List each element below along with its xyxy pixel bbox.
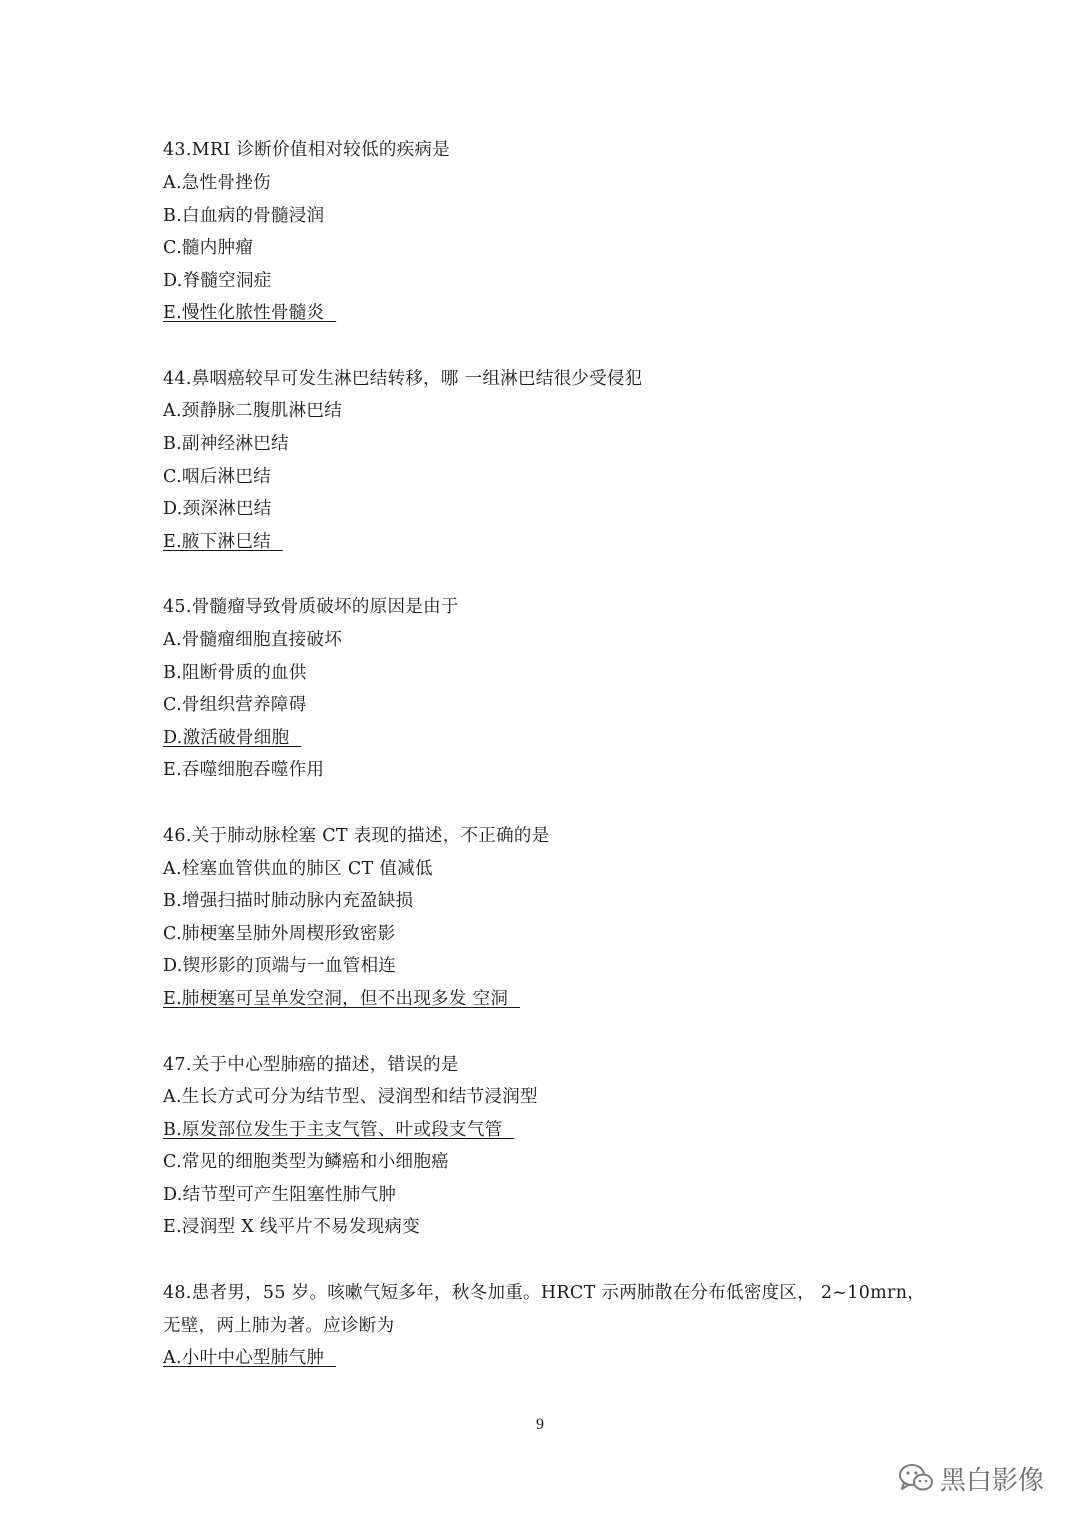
answer-option: E.腋下淋巳结 (163, 532, 271, 552)
answer-option: B.原发部位发生于主支气管、叶或段支气管 (163, 1120, 503, 1140)
wechat-icon (898, 1463, 934, 1493)
question-stem: 43.MRI 诊断价值相对较低的疾病是 (163, 140, 451, 160)
question-stem: 46.关于肺动脉栓塞 CT 表现的描述，不正确的是 (163, 826, 550, 846)
answer-option: D.激活破骨细胞 (163, 728, 290, 748)
question-stem: 44.鼻咽癌较早可发生淋巴结转移，哪 一组淋巴结很少受侵犯 (163, 369, 643, 389)
question-option: C.髓内肿瘤 (163, 238, 254, 258)
question-option: E.吞噬细胞吞噬作用 (163, 760, 325, 780)
question-option: A.栓塞血管供血的肺区 CT 值减低 (163, 859, 433, 879)
answer-option: E.慢性化脓性骨髓炎 (163, 303, 325, 323)
question-option: C.常见的细胞类型为鳞癌和小细胞癌 (163, 1152, 449, 1172)
question-option: D.结节型可产生阻塞性肺气肿 (163, 1185, 397, 1205)
question-option: D.脊髓空洞症 (163, 271, 272, 291)
question-option: B.白血病的骨髓浸润 (163, 206, 325, 226)
question-stem: 45.骨髓瘤导致骨质破坏的原因是由于 (163, 597, 459, 617)
question-option: B.增强扫描时肺动脉内充盈缺损 (163, 891, 414, 911)
question-stem: 48.患者男，55 岁。咳嗽气短多年，秋冬加重。HRCT 示两肺散在分布低密度区， 2~10mrn， (163, 1283, 926, 1303)
question-option: A.生长方式可分为结节型、浸润型和结节浸润型 (163, 1087, 538, 1107)
answer-option: A.小叶中心型肺气肿 (163, 1348, 325, 1368)
answer-option: E.肺梗塞可呈单发空洞，但不出现多发 空洞 (163, 989, 509, 1009)
question-option: A.颈静脉二腹肌淋巴结 (163, 401, 342, 421)
question-option: D.锲形影的顶端与一血管相连 (163, 956, 397, 976)
question-option: E.浸润型 X 线平片不易发现病变 (163, 1217, 421, 1237)
question-option: A.骨髓瘤细胞直接破坏 (163, 630, 342, 650)
question-option: A.急性骨挫伤 (163, 173, 271, 193)
question-option: B.阻断骨质的血供 (163, 663, 307, 683)
page-number: 9 (536, 1416, 544, 1433)
question-stem-continued: 无壁，两上肺为著。应诊断为 (163, 1316, 395, 1336)
question-option: C.骨组织营养障碍 (163, 695, 307, 715)
question-option: C.咽后淋巴结 (163, 467, 271, 487)
question-stem: 47.关于中心型肺癌的描述，错误的是 (163, 1055, 459, 1075)
question-option: B.副神经淋巴结 (163, 434, 289, 454)
watermark (898, 1458, 1044, 1498)
watermark-text: 黑白影像 (940, 1465, 1045, 1496)
question-option: C.肺梗塞呈肺外周楔形致密影 (163, 924, 396, 944)
question-option: D.颈深淋巴结 (163, 499, 272, 519)
